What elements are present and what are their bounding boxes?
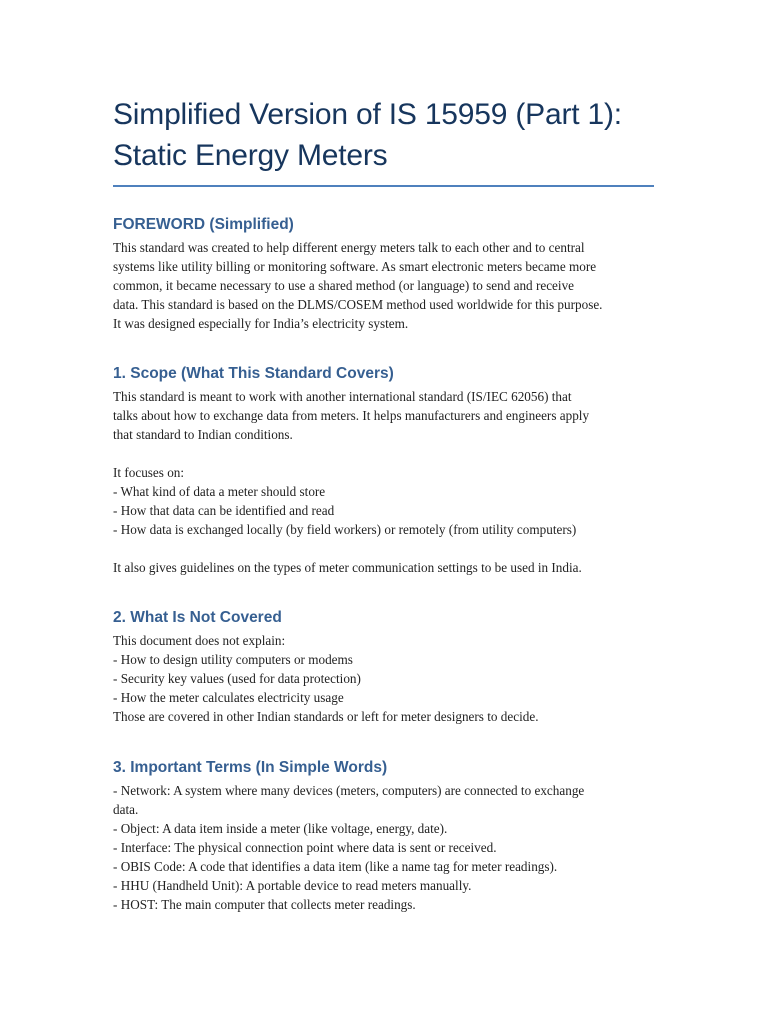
not-covered-heading: 2. What Is Not Covered (113, 609, 282, 626)
not-covered-line: - How the meter calculates electricity usage (113, 690, 344, 705)
scope-focus-line: - How that data can be identified and read (113, 503, 335, 518)
not-covered-line: - Security key values (used for data protection) (113, 671, 361, 686)
foreword-paragraph (113, 238, 658, 333)
foreword-heading: FOREWORD (Simplified) (113, 216, 294, 233)
title-line-1: Simplified Version of IS 15959 (Part 1): (113, 98, 622, 131)
term-line: - HOST: The main computer that collects meter readings. (113, 897, 416, 912)
foreword-line: systems like utility billing or monitoring software. As smart electronic meters became more (113, 259, 597, 274)
term-line: - HHU (Handheld Unit): A portable device to read meters manually. (113, 878, 472, 893)
scope-focus-line: - What kind of data a meter should store (113, 484, 326, 499)
not-covered-line: - How to design utility computers or modems (113, 652, 353, 667)
document-content (113, 94, 658, 914)
term-line: - OBIS Code: A code that identifies a data item (like a name tag for meter readings). (113, 859, 558, 874)
term-line: data. (113, 802, 139, 817)
not-covered-list (113, 631, 658, 726)
scope-closing-line: It also gives guidelines on the types of meter communication settings to be used in India. (113, 560, 582, 575)
title-divider (113, 185, 654, 187)
scope-line: This standard is meant to work with another international standard (IS/IEC 62056) that (113, 389, 572, 404)
foreword-line: common, it became necessary to use a shared method (or language) to send and receive (113, 278, 575, 293)
terms-list (113, 781, 658, 914)
foreword-line: It was designed especially for India’s electricity system. (113, 316, 409, 331)
document-title (113, 94, 658, 176)
terms-heading: 3. Important Terms (In Simple Words) (113, 759, 388, 776)
term-line: - Interface: The physical connection point where data is sent or received. (113, 840, 497, 855)
blank-line (113, 444, 658, 463)
not-covered-line: This document does not explain: (113, 633, 286, 648)
scope-focus-list (113, 463, 658, 539)
scope-focus-line: It focuses on: (113, 465, 185, 480)
scope-heading: 1. Scope (What This Standard Covers) (113, 365, 394, 382)
not-covered-line: Those are covered in other Indian standards or left for meter designers to decide. (113, 709, 539, 724)
scope-line: that standard to Indian conditions. (113, 427, 293, 442)
scope-focus-line: - How data is exchanged locally (by field workers) or remotely (from utility computers) (113, 522, 577, 537)
foreword-line: This standard was created to help different energy meters talk to each other and to central (113, 240, 585, 255)
foreword-line: data. This standard is based on the DLMS/COSEM method used worldwide for this purpose. (113, 297, 603, 312)
scope-line: talks about how to exchange data from meters. It helps manufacturers and engineers apply (113, 408, 590, 423)
term-line: - Object: A data item inside a meter (like voltage, energy, date). (113, 821, 448, 836)
scope-intro-paragraph (113, 387, 658, 444)
scope-closing (113, 558, 658, 577)
blank-line (113, 539, 658, 558)
term-line: - Network: A system where many devices (meters, computers) are connected to exchange (113, 783, 585, 798)
title-line-2: Static Energy Meters (113, 139, 388, 172)
